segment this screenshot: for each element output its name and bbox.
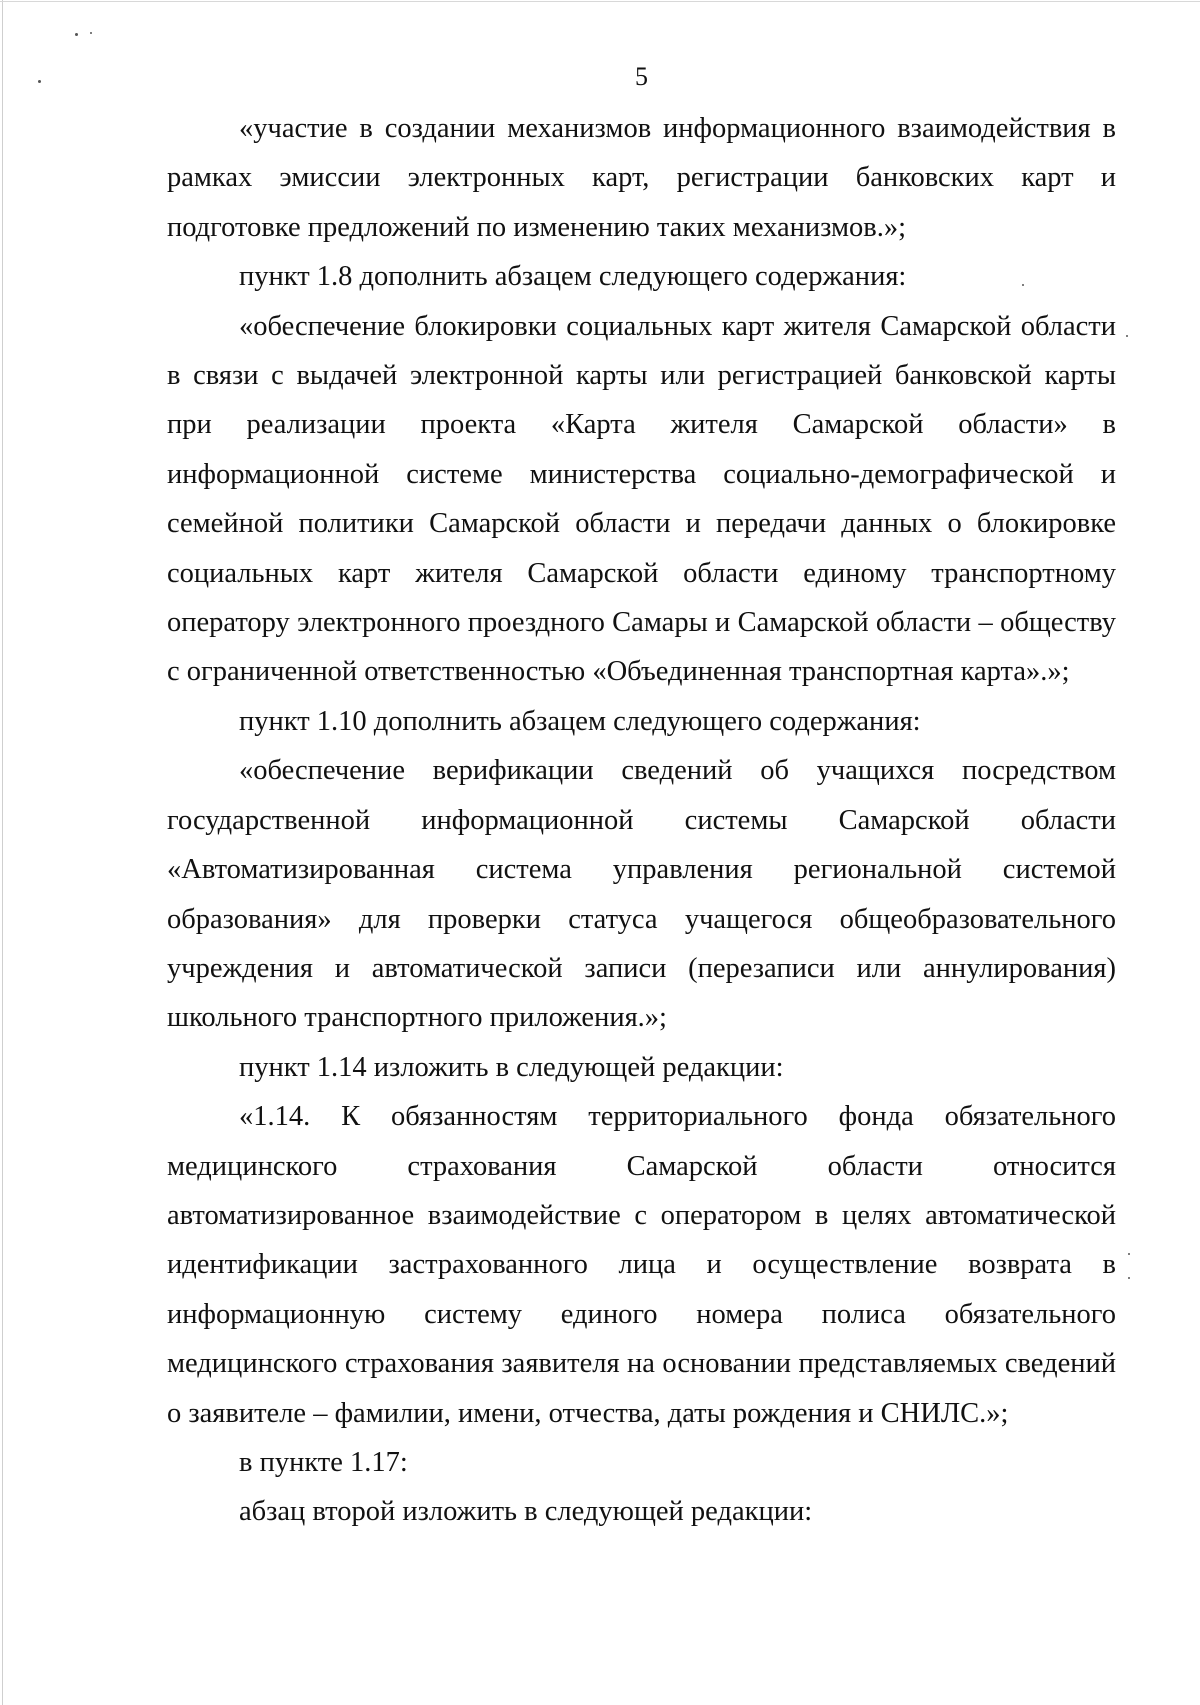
document-body [167, 104, 1116, 1537]
scan-speck [1128, 1253, 1130, 1255]
paragraph-insurance-fund: «1.14. К обязанностям территориального фонда обязательного медицинского страхования Самарской области относится автоматизированное взаимодействие с оператором в целях автоматической идентификации застрахованного лица и осуществление возврата в информационную систему единого номера полиса обязательного медицинского страхования заявителя на основании представляемых сведений о заявителе – фамилии, имени, отчества, даты рождения и СНИЛС.»; [167, 1101, 1116, 1429]
scan-edge-left [2, 0, 3, 1705]
scan-speck [75, 33, 78, 36]
paragraph-student-verification: «обеспечение верификации сведений об учащихся посредством государственной информационной системы Самарской области «Автоматизированная система управления региональной системой образования» для проверки статуса учащегося общеобразовательного учреждения и автоматической записи (перезаписи или аннулирования) школьного транспортного приложения.»; [167, 755, 1116, 1034]
scan-edge-top [0, 1, 1200, 2]
page-number: 5 [635, 62, 648, 91]
paragraph-item-1-17: в пункте 1.17: [239, 1446, 408, 1478]
paragraph-item-1-8: пункт 1.8 дополнить абзацем следующего содержания: [239, 261, 907, 293]
scan-speck [1128, 1277, 1130, 1279]
scan-speck [90, 32, 92, 34]
scan-speck [1126, 335, 1128, 337]
paragraph-participation: «участие в создании механизмов информационного взаимодействия в рамках эмиссии электронных карт, регистрации банковских карт и подготовке предложений по изменению таких механизмов.»; [167, 113, 1116, 243]
paragraph-second-para: абзац второй изложить в следующей редакции: [239, 1496, 813, 1528]
paragraph-item-1-14: пункт 1.14 изложить в следующей редакции: [239, 1051, 784, 1083]
paragraph-item-1-10: пункт 1.10 дополнить абзацем следующего содержания: [239, 705, 921, 737]
paragraph-card-blocking: «обеспечение блокировки социальных карт жителя Самарской области в связи с выдачей электронной карты или регистрацией банковской карты при реализации проекта «Карта жителя Самарской области» в информационной системе министерства социально-демографической и семейной политики Самарской области и передачи данных о блокировке социальных карт жителя Самарской области единому транспортному оператору электронного проездного Самары и Самарской области – обществу с ограниченной ответственностью «Объединенная транспортная карта».»; [167, 310, 1116, 688]
